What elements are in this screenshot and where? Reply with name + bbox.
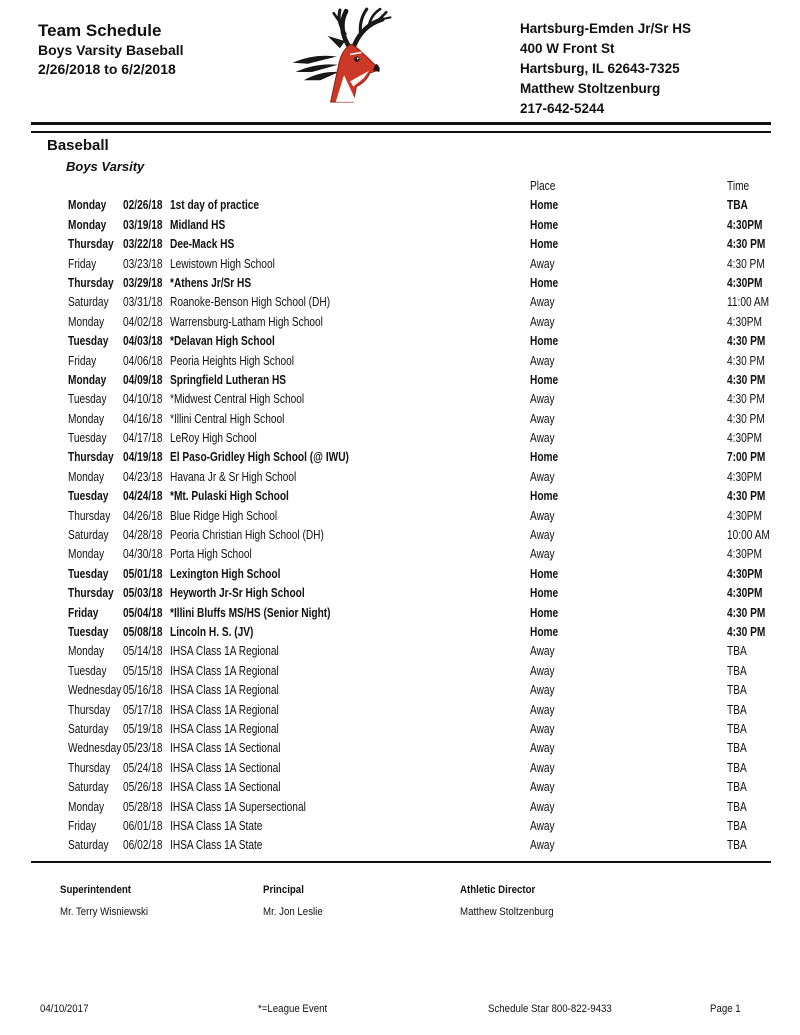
date-cell: 04/24/18 (123, 488, 163, 504)
place-cell: Away (530, 798, 555, 814)
day-cell: Wednesday (68, 682, 122, 698)
day-cell: Tuesday (68, 333, 109, 349)
date-cell: 05/16/18 (123, 682, 163, 698)
time-cell: 4:30 PM (727, 255, 765, 271)
footer-print-date: 04/10/2017 (40, 1003, 89, 1015)
place-cell: Away (530, 294, 555, 310)
date-cell: 04/03/18 (123, 333, 163, 349)
table-row (0, 622, 800, 641)
table-row (0, 234, 800, 253)
date-cell: 02/26/18 (123, 197, 163, 213)
table-row (0, 719, 800, 738)
place-cell: Away (530, 701, 555, 717)
day-cell: Tuesday (68, 565, 109, 581)
place-cell: Away (530, 391, 555, 407)
date-cell: 05/23/18 (123, 740, 163, 756)
official-athletic-director (460, 884, 566, 918)
event-cell: Lexington High School (170, 565, 281, 581)
day-cell: Monday (68, 313, 105, 329)
time-cell: TBA (727, 817, 747, 833)
place-cell: Away (530, 255, 555, 271)
table-row (0, 583, 800, 602)
event-cell: IHSA Class 1A Sectional (170, 759, 281, 775)
date-cell: 03/29/18 (123, 274, 163, 290)
day-cell: Thursday (68, 449, 114, 465)
place-cell: Away (530, 468, 555, 484)
school-name: Hartsburg-Emden Jr/Sr HS (520, 21, 692, 36)
day-cell: Thursday (68, 507, 111, 523)
place-cell: Away (530, 682, 555, 698)
official-name: Mr. Jon Leslie (263, 906, 323, 918)
place-cell: Away (530, 720, 555, 736)
schedule-rows (0, 195, 800, 854)
date-cell: 03/31/18 (123, 294, 163, 310)
day-cell: Saturday (68, 294, 109, 310)
time-cell: 10:00 AM (727, 527, 770, 543)
time-cell: 4:30 PM (727, 410, 765, 426)
footer-vendor: Schedule Star 800-822-9433 (488, 1003, 612, 1015)
date-cell: 05/15/18 (123, 662, 163, 678)
place-cell: Home (530, 333, 559, 349)
table-row (0, 273, 800, 292)
date-cell: 04/17/18 (123, 430, 163, 446)
table-row (0, 292, 800, 311)
place-cell: Home (530, 488, 559, 504)
table-row (0, 312, 800, 331)
event-cell: LeRoy High School (170, 430, 257, 446)
place-cell: Home (530, 236, 559, 252)
date-cell: 04/26/18 (123, 507, 163, 523)
season-date-range: 2/26/2018 to 6/2/2018 (38, 61, 176, 77)
event-cell: *Illini Central High School (170, 410, 285, 426)
date-cell: 05/26/18 (123, 779, 163, 795)
place-cell: Away (530, 759, 555, 775)
place-cell: Away (530, 430, 555, 446)
day-cell: Wednesday (68, 740, 122, 756)
place-cell: Away (530, 410, 555, 426)
table-row (0, 564, 800, 583)
place-cell: Home (530, 623, 559, 639)
table-row (0, 389, 800, 408)
place-cell: Away (530, 643, 555, 659)
table-row (0, 797, 800, 816)
event-cell: IHSA Class 1A Regional (170, 701, 279, 717)
time-cell: TBA (727, 197, 748, 213)
date-cell: 05/03/18 (123, 585, 163, 601)
event-cell: IHSA Class 1A State (170, 817, 263, 833)
time-cell: 4:30 PM (727, 604, 766, 620)
table-row (0, 215, 800, 234)
day-cell: Thursday (68, 585, 114, 601)
table-row (0, 680, 800, 699)
time-cell: TBA (727, 662, 747, 678)
day-cell: Saturday (68, 837, 109, 853)
place-cell: Away (530, 527, 555, 543)
place-cell: Home (530, 604, 559, 620)
event-cell: IHSA Class 1A Sectional (170, 740, 281, 756)
event-cell: IHSA Class 1A Regional (170, 682, 279, 698)
event-cell: Dee-Mack HS (170, 236, 235, 252)
table-row (0, 195, 800, 214)
day-cell: Tuesday (68, 488, 109, 504)
event-cell: IHSA Class 1A State (170, 837, 263, 853)
table-row (0, 835, 800, 854)
place-cell: Away (530, 507, 555, 523)
date-cell: 04/02/18 (123, 313, 163, 329)
event-cell: *Athens Jr/Sr HS (170, 274, 252, 290)
table-row (0, 351, 800, 370)
time-cell: TBA (727, 837, 747, 853)
place-cell: Away (530, 740, 555, 756)
official-superintendent (60, 884, 160, 918)
place-cell: Home (530, 197, 559, 213)
table-header-row (0, 176, 800, 195)
time-cell: TBA (727, 759, 747, 775)
time-cell: 4:30PM (727, 313, 762, 329)
official-title: Superintendent (60, 884, 131, 896)
time-cell: TBA (727, 682, 747, 698)
place-cell: Home (530, 449, 559, 465)
table-row (0, 506, 800, 525)
level-heading: Boys Varsity (66, 159, 145, 174)
place-cell: Away (530, 662, 555, 678)
event-cell: Porta High School (170, 546, 252, 562)
table-row (0, 758, 800, 777)
day-cell: Tuesday (68, 623, 109, 639)
time-cell: 4:30PM (727, 430, 762, 446)
footer-page-number: Page 1 (710, 1003, 741, 1015)
day-cell: Monday (68, 468, 105, 484)
date-cell: 04/06/18 (123, 352, 163, 368)
event-cell: Lewistown High School (170, 255, 275, 271)
date-cell: 03/19/18 (123, 216, 163, 232)
header-left-block (38, 20, 184, 79)
table-row (0, 467, 800, 486)
time-cell: TBA (727, 720, 747, 736)
event-cell: IHSA Class 1A Regional (170, 662, 279, 678)
team-subtitle: Boys Varsity Baseball (38, 42, 184, 58)
date-cell: 06/01/18 (123, 817, 163, 833)
day-cell: Thursday (68, 701, 111, 717)
date-cell: 04/09/18 (123, 371, 163, 387)
time-cell: 4:30PM (727, 565, 763, 581)
place-cell: Away (530, 352, 555, 368)
day-cell: Saturday (68, 527, 109, 543)
table-row (0, 447, 800, 466)
day-cell: Friday (68, 255, 97, 271)
date-cell: 04/10/18 (123, 391, 163, 407)
day-cell: Thursday (68, 759, 111, 775)
event-cell: Blue Ridge High School (170, 507, 278, 523)
table-row (0, 254, 800, 273)
table-row (0, 641, 800, 660)
event-cell: *Delavan High School (170, 333, 275, 349)
table-row (0, 544, 800, 563)
day-cell: Tuesday (68, 662, 107, 678)
time-cell: 4:30 PM (727, 391, 765, 407)
place-cell: Home (530, 585, 559, 601)
event-cell: *Illini Bluffs MS/HS (Senior Night) (170, 604, 331, 620)
sport-heading: Baseball (47, 137, 109, 154)
event-cell: El Paso-Gridley High School (@ IWU) (170, 449, 349, 465)
event-cell: Lincoln H. S. (JV) (170, 623, 254, 639)
event-cell: Warrensburg-Latham High School (170, 313, 323, 329)
table-row (0, 700, 800, 719)
schedule-table (0, 176, 800, 855)
event-cell: Roanoke-Benson High School (DH) (170, 294, 331, 310)
place-cell: Away (530, 779, 555, 795)
school-city-state-zip: Hartsburg, IL 62643-7325 (520, 61, 680, 76)
date-cell: 06/02/18 (123, 837, 163, 853)
event-cell: Heyworth Jr-Sr High School (170, 585, 305, 601)
event-cell: Peoria Christian High School (DH) (170, 527, 324, 543)
school-address: 400 W Front St (520, 41, 615, 56)
time-cell: TBA (727, 701, 747, 717)
event-cell: Springfield Lutheran HS (170, 371, 287, 387)
place-cell: Away (530, 313, 555, 329)
official-name: Mr. Terry Wisniewski (60, 906, 149, 918)
day-cell: Tuesday (68, 430, 107, 446)
school-contact-block (520, 19, 691, 119)
day-cell: Friday (68, 604, 99, 620)
table-bottom-divider (31, 861, 771, 863)
table-row (0, 738, 800, 757)
date-cell: 04/19/18 (123, 449, 163, 465)
day-cell: Friday (68, 817, 97, 833)
date-cell: 04/23/18 (123, 468, 163, 484)
day-cell: Saturday (68, 720, 109, 736)
place-cell: Home (530, 565, 559, 581)
day-cell: Monday (68, 643, 105, 659)
table-row (0, 603, 800, 622)
day-cell: Thursday (68, 274, 114, 290)
day-cell: Monday (68, 410, 105, 426)
date-cell: 04/28/18 (123, 527, 163, 543)
time-cell: 4:30 PM (727, 371, 766, 387)
date-cell: 05/28/18 (123, 798, 163, 814)
contact-name: Matthew Stoltzenburg (520, 81, 661, 96)
time-cell: 4:30PM (727, 468, 762, 484)
day-cell: Saturday (68, 779, 109, 795)
day-cell: Monday (68, 216, 107, 232)
place-cell: Away (530, 837, 555, 853)
date-cell: 04/30/18 (123, 546, 163, 562)
event-cell: IHSA Class 1A Supersectional (170, 798, 306, 814)
time-cell: 11:00 AM (727, 294, 770, 310)
table-row (0, 777, 800, 796)
event-cell: IHSA Class 1A Sectional (170, 779, 281, 795)
event-cell: *Mt. Pulaski High School (170, 488, 289, 504)
table-row (0, 370, 800, 389)
day-cell: Friday (68, 352, 97, 368)
time-cell: 4:30 PM (727, 488, 766, 504)
place-cell: Home (530, 274, 559, 290)
footer-legend: *=League Event (258, 1003, 328, 1015)
date-cell: 03/22/18 (123, 236, 163, 252)
page-title: Team Schedule (38, 21, 162, 40)
event-cell: *Midwest Central High School (170, 391, 305, 407)
time-cell: 7:00 PM (727, 449, 766, 465)
stag-mascot-icon (291, 6, 395, 104)
date-cell: 05/17/18 (123, 701, 163, 717)
date-cell: 05/24/18 (123, 759, 163, 775)
time-cell: 4:30PM (727, 216, 763, 232)
event-cell: IHSA Class 1A Regional (170, 720, 279, 736)
place-cell: Away (530, 546, 555, 562)
table-row (0, 661, 800, 680)
date-cell: 05/01/18 (123, 565, 163, 581)
time-cell: TBA (727, 798, 747, 814)
official-title: Athletic Director (460, 884, 536, 896)
place-column-header: Place (530, 178, 556, 193)
date-cell: 04/16/18 (123, 410, 163, 426)
event-cell: IHSA Class 1A Regional (170, 643, 279, 659)
date-cell: 05/19/18 (123, 720, 163, 736)
day-cell: Monday (68, 197, 107, 213)
place-cell: Home (530, 371, 559, 387)
day-cell: Monday (68, 546, 105, 562)
table-row (0, 409, 800, 428)
table-row (0, 486, 800, 505)
event-cell: 1st day of practice (170, 197, 260, 213)
time-cell: 4:30 PM (727, 352, 765, 368)
table-row (0, 331, 800, 350)
time-cell: 4:30PM (727, 546, 762, 562)
time-cell: 4:30PM (727, 585, 763, 601)
day-cell: Monday (68, 798, 105, 814)
date-cell: 05/14/18 (123, 643, 163, 659)
time-cell: 4:30 PM (727, 236, 766, 252)
event-cell: Midland HS (170, 216, 226, 232)
table-row (0, 525, 800, 544)
place-cell: Home (530, 216, 559, 232)
event-cell: Peoria Heights High School (170, 352, 295, 368)
time-cell: 4:30PM (727, 274, 763, 290)
day-cell: Monday (68, 371, 107, 387)
time-cell: TBA (727, 779, 747, 795)
official-name: Matthew Stoltzenburg (460, 906, 554, 918)
time-column-header: Time (727, 178, 750, 193)
event-cell: Havana Jr & Sr High School (170, 468, 297, 484)
official-principal (263, 884, 331, 918)
date-cell: 03/23/18 (123, 255, 163, 271)
time-cell: TBA (727, 643, 747, 659)
header-divider (31, 122, 771, 133)
date-cell: 05/04/18 (123, 604, 163, 620)
table-row (0, 428, 800, 447)
time-cell: 4:30PM (727, 507, 762, 523)
time-cell: 4:30 PM (727, 623, 766, 639)
official-title: Principal (263, 884, 304, 896)
day-cell: Tuesday (68, 391, 107, 407)
date-cell: 05/08/18 (123, 623, 163, 639)
day-cell: Thursday (68, 236, 114, 252)
contact-phone: 217-642-5244 (520, 101, 605, 116)
place-cell: Away (530, 817, 555, 833)
time-cell: 4:30 PM (727, 333, 766, 349)
time-cell: TBA (727, 740, 747, 756)
table-row (0, 816, 800, 835)
